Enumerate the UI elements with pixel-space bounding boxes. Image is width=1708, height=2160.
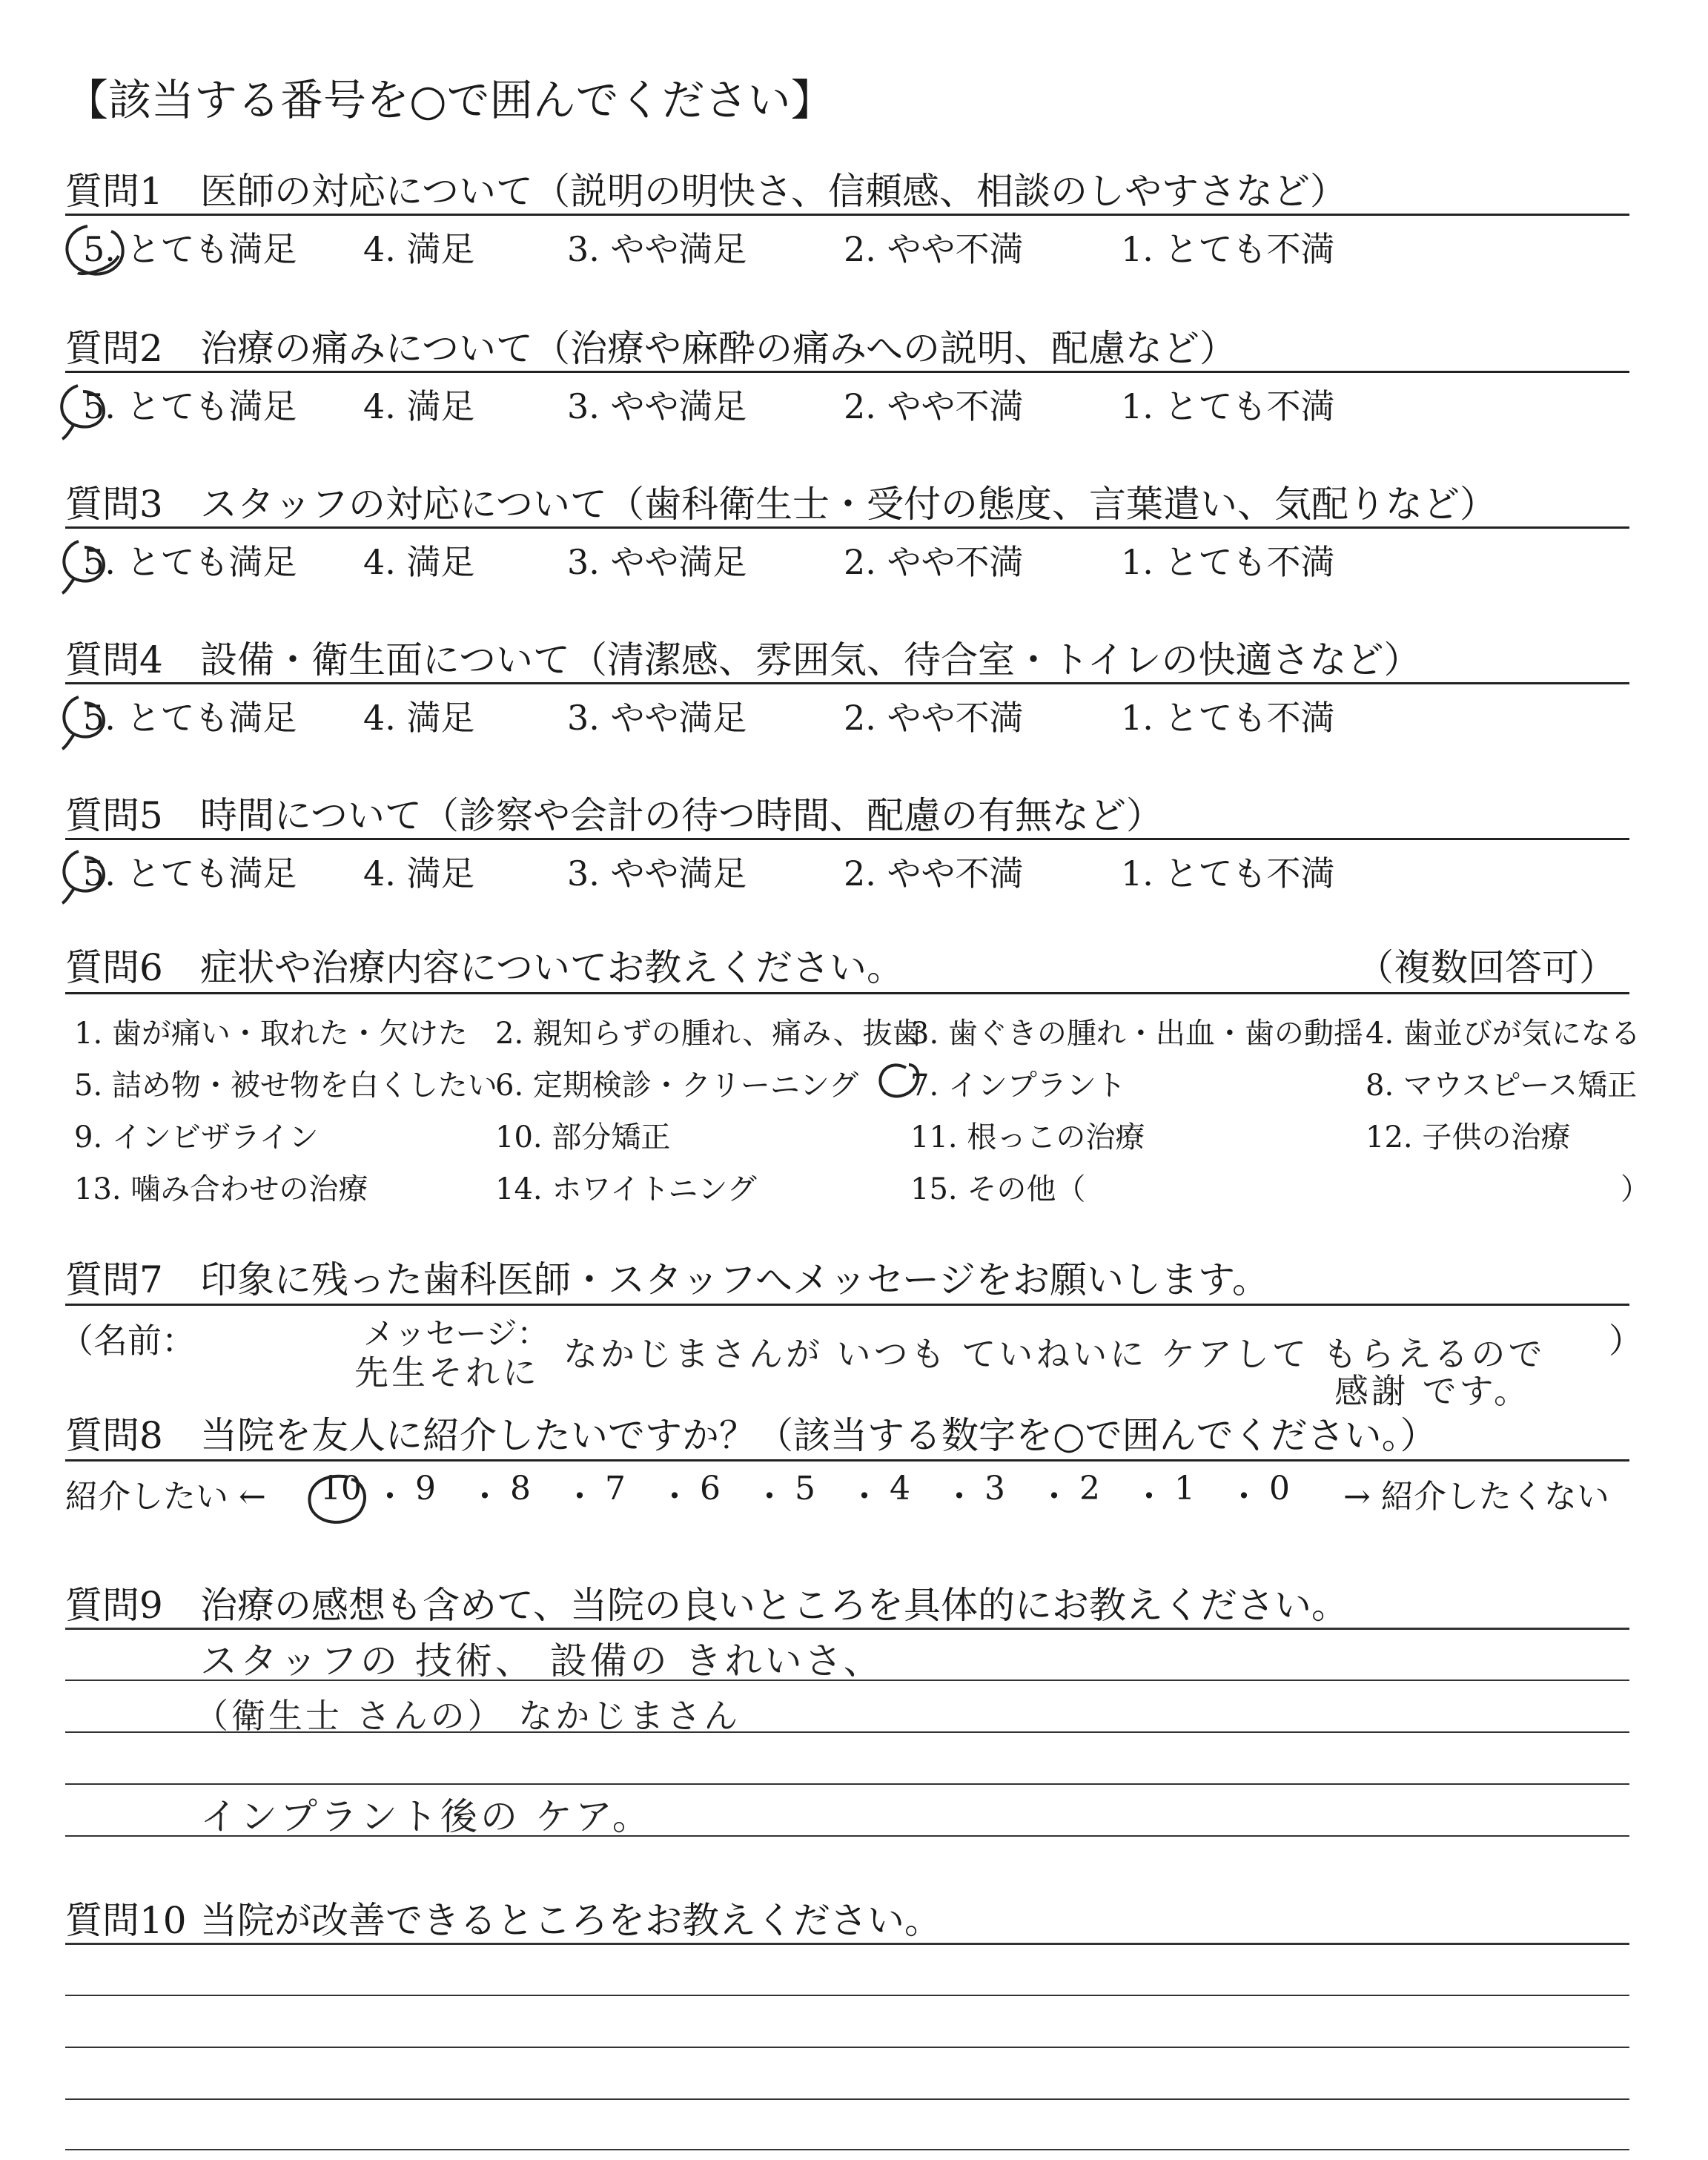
q5-option-4[interactable]: 4. 満足 <box>363 853 475 894</box>
q2-option-2[interactable]: 2. やや不満 <box>844 386 1024 426</box>
q4-option-5[interactable]: 5. とても満足 <box>83 698 297 738</box>
q4-underline <box>65 682 1629 684</box>
q1-option-3[interactable]: 3. やや満足 <box>567 229 747 269</box>
q8-scale-separator: ・ <box>1133 1478 1165 1516</box>
q3-label: 質問3 <box>65 483 163 526</box>
q5-underline <box>65 838 1629 840</box>
q4-option-1[interactable]: 1. とても不満 <box>1121 698 1335 738</box>
q8-scale-1[interactable]: 1 <box>1174 1470 1195 1507</box>
q9-answer-line1: スタッフの 技術、 設備の きれいさ、 <box>200 1639 884 1682</box>
q8-scale-0[interactable]: 0 <box>1269 1470 1290 1507</box>
q5-option-3[interactable]: 3. やや満足 <box>567 853 747 894</box>
q7-name-label: （名前： <box>59 1321 196 1361</box>
q2-underline <box>65 371 1629 373</box>
q10-rule-4 <box>65 2098 1629 2100</box>
q8-underline <box>65 1459 1629 1462</box>
q6-underline <box>65 992 1629 994</box>
q8-text: 当院を友人に紹介したいですか？（該当する数字を○で囲んでください。） <box>200 1414 1437 1457</box>
q4-option-2[interactable]: 2. やや不満 <box>844 698 1024 738</box>
q2-option-3[interactable]: 3. やや満足 <box>567 386 747 426</box>
q3-option-3[interactable]: 3. やや満足 <box>567 542 747 582</box>
q6-other-close-paren: ） <box>1621 1172 1650 1206</box>
q4-option-3[interactable]: 3. やや満足 <box>567 698 747 738</box>
q8-scale-separator: ・ <box>563 1478 596 1516</box>
q8-scale-2[interactable]: 2 <box>1079 1470 1100 1507</box>
q2-selection-tail <box>62 424 74 439</box>
q6-item-14[interactable]: 14. ホワイトニング <box>495 1172 757 1206</box>
q2-option-5[interactable]: 5. とても満足 <box>83 386 297 426</box>
q8-scale-separator: ・ <box>943 1478 976 1516</box>
q6-label: 質問6 <box>65 946 163 989</box>
q4-selection-tail <box>62 734 74 749</box>
q3-option-5[interactable]: 5. とても満足 <box>83 542 297 582</box>
q2-option-1[interactable]: 1. とても不満 <box>1121 386 1335 426</box>
q7-underline <box>65 1304 1629 1306</box>
q5-text: 時間について（診察や会計の待つ時間、配慮の有無など） <box>200 794 1163 837</box>
q1-option-5[interactable]: 5. とても満足 <box>83 229 297 269</box>
q1-text: 医師の対応について（説明の明快さ、信頼感、相談のしやすさなど） <box>200 170 1347 213</box>
q6-item-12[interactable]: 12. 子供の治療 <box>1366 1120 1571 1155</box>
q4-option-4[interactable]: 4. 満足 <box>363 698 475 738</box>
q1-option-1[interactable]: 1. とても不満 <box>1121 229 1335 269</box>
q7-text: 印象に残った歯科医師・スタッフへメッセージをお願いします。 <box>200 1258 1269 1301</box>
q9-rule-1 <box>65 1628 1629 1630</box>
q1-option-4[interactable]: 4. 満足 <box>363 229 475 269</box>
q6-text: 症状や治療内容についてお教えください。 <box>200 946 904 989</box>
q2-label: 質問2 <box>65 327 163 370</box>
q7-handwritten-name: 先生それに <box>354 1353 540 1393</box>
q4-text: 設備・衛生面について（清潔感、雰囲気、待合室・トイレの快適さなど） <box>200 638 1421 681</box>
q6-item-13[interactable]: 13. 噛み合わせの治療 <box>74 1172 368 1206</box>
q9-label: 質問9 <box>65 1584 163 1627</box>
q6-item-1[interactable]: 1. 歯が痛い・取れた・欠けた <box>74 1017 468 1051</box>
q7-close-paren: ） <box>1609 1321 1643 1361</box>
q6-item-6[interactable]: 6. 定期検診・クリーニング <box>495 1069 859 1103</box>
q5-label: 質問5 <box>65 794 163 837</box>
q9-answer-line3: インプラント後の ケア。 <box>200 1795 652 1838</box>
q8-left-label: 紹介したい ← <box>65 1478 266 1516</box>
q9-text: 治療の感想も含めて、当院の良いところを具体的にお教えください。 <box>200 1584 1348 1627</box>
q8-scale-separator: ・ <box>658 1478 691 1516</box>
q6-item-10[interactable]: 10. 部分矯正 <box>495 1120 671 1155</box>
q6-item-15[interactable]: 15. その他（ <box>910 1172 1086 1206</box>
q8-scale-6[interactable]: 6 <box>700 1470 721 1507</box>
q6-item-7[interactable]: 7. インプラント <box>910 1069 1126 1103</box>
q7-label: 質問7 <box>65 1258 163 1301</box>
q9-rule-4 <box>65 1783 1629 1785</box>
q1-option-2[interactable]: 2. やや不満 <box>844 229 1024 269</box>
q6-item-9[interactable]: 9. インビザライン <box>74 1120 319 1155</box>
q6-item-4[interactable]: 4. 歯並びが気になる <box>1366 1017 1641 1051</box>
q3-option-2[interactable]: 2. やや不満 <box>844 542 1024 582</box>
q3-underline <box>65 526 1629 529</box>
q9-answer-line2: （衛生士 さんの） なかじまさん <box>194 1696 741 1736</box>
q2-text: 治療の痛みについて（治療や麻酔の痛みへの説明、配慮など） <box>200 327 1237 370</box>
page-title: 【該当する番号を○で囲んでください】 <box>65 75 834 125</box>
q6-item-11[interactable]: 11. 根っこの治療 <box>910 1120 1145 1155</box>
q8-scale-4[interactable]: 4 <box>890 1470 910 1507</box>
q8-scale-7[interactable]: 7 <box>605 1470 626 1507</box>
q3-text: スタッフの対応について（歯科衛生士・受付の態度、言葉遣い、気配りなど） <box>200 483 1497 526</box>
q6-item-5[interactable]: 5. 詰め物・被せ物を白くしたい <box>74 1069 497 1103</box>
q1-label: 質問1 <box>65 170 163 213</box>
q10-rule-2 <box>65 1995 1629 1996</box>
q10-label: 質問10 <box>65 1899 187 1942</box>
q8-scale-separator: ・ <box>848 1478 881 1516</box>
q6-item-2[interactable]: 2. 親知らずの腫れ、痛み、抜歯 <box>495 1017 922 1051</box>
q5-option-1[interactable]: 1. とても不満 <box>1121 853 1335 894</box>
q8-scale-5[interactable]: 5 <box>795 1470 815 1507</box>
q3-option-4[interactable]: 4. 満足 <box>363 542 475 582</box>
q8-scale-10[interactable]: 10 <box>320 1470 362 1507</box>
q1-underline <box>65 214 1629 216</box>
q6-item-3[interactable]: 3. 歯ぐきの腫れ・出血・歯の動揺 <box>910 1017 1363 1051</box>
q6-note: （複数回答可） <box>1357 946 1616 989</box>
q8-scale-separator: ・ <box>469 1478 501 1516</box>
q8-scale-separator: ・ <box>1038 1478 1070 1516</box>
q4-label: 質問4 <box>65 638 163 681</box>
q8-scale-3[interactable]: 3 <box>984 1470 1005 1507</box>
q7-message-label: メッセージ： <box>363 1315 549 1352</box>
q10-rule-1 <box>65 1943 1629 1945</box>
q8-label: 質問8 <box>65 1414 163 1457</box>
q10-rule-5 <box>65 2149 1629 2150</box>
q2-option-4[interactable]: 4. 満足 <box>363 386 475 426</box>
q8-scale-8[interactable]: 8 <box>510 1470 531 1507</box>
q8-scale-separator: ・ <box>1228 1478 1260 1516</box>
q7-handwritten-message-line1: なかじまさんが いつも ていねいに ケアして もらえるので <box>563 1334 1546 1374</box>
q3-option-1[interactable]: 1. とても不満 <box>1121 542 1335 582</box>
q7-handwritten-message-line2: 感謝 です。 <box>1334 1371 1531 1411</box>
q6-item-8[interactable]: 8. マウスピース矯正 <box>1366 1069 1638 1103</box>
q8-right-label: → 紹介したくない <box>1343 1478 1609 1516</box>
q8-scale-9[interactable]: 9 <box>415 1470 436 1507</box>
q10-rule-3 <box>65 2047 1629 2048</box>
q5-selection-tail <box>62 888 74 903</box>
q8-scale-separator: ・ <box>753 1478 786 1516</box>
q8-scale-separator: ・ <box>374 1478 406 1516</box>
q10-text: 当院が改善できるところをお教えください。 <box>200 1899 941 1942</box>
q3-selection-tail <box>62 578 74 593</box>
q5-option-5[interactable]: 5. とても満足 <box>83 853 297 894</box>
q5-option-2[interactable]: 2. やや不満 <box>844 853 1024 894</box>
